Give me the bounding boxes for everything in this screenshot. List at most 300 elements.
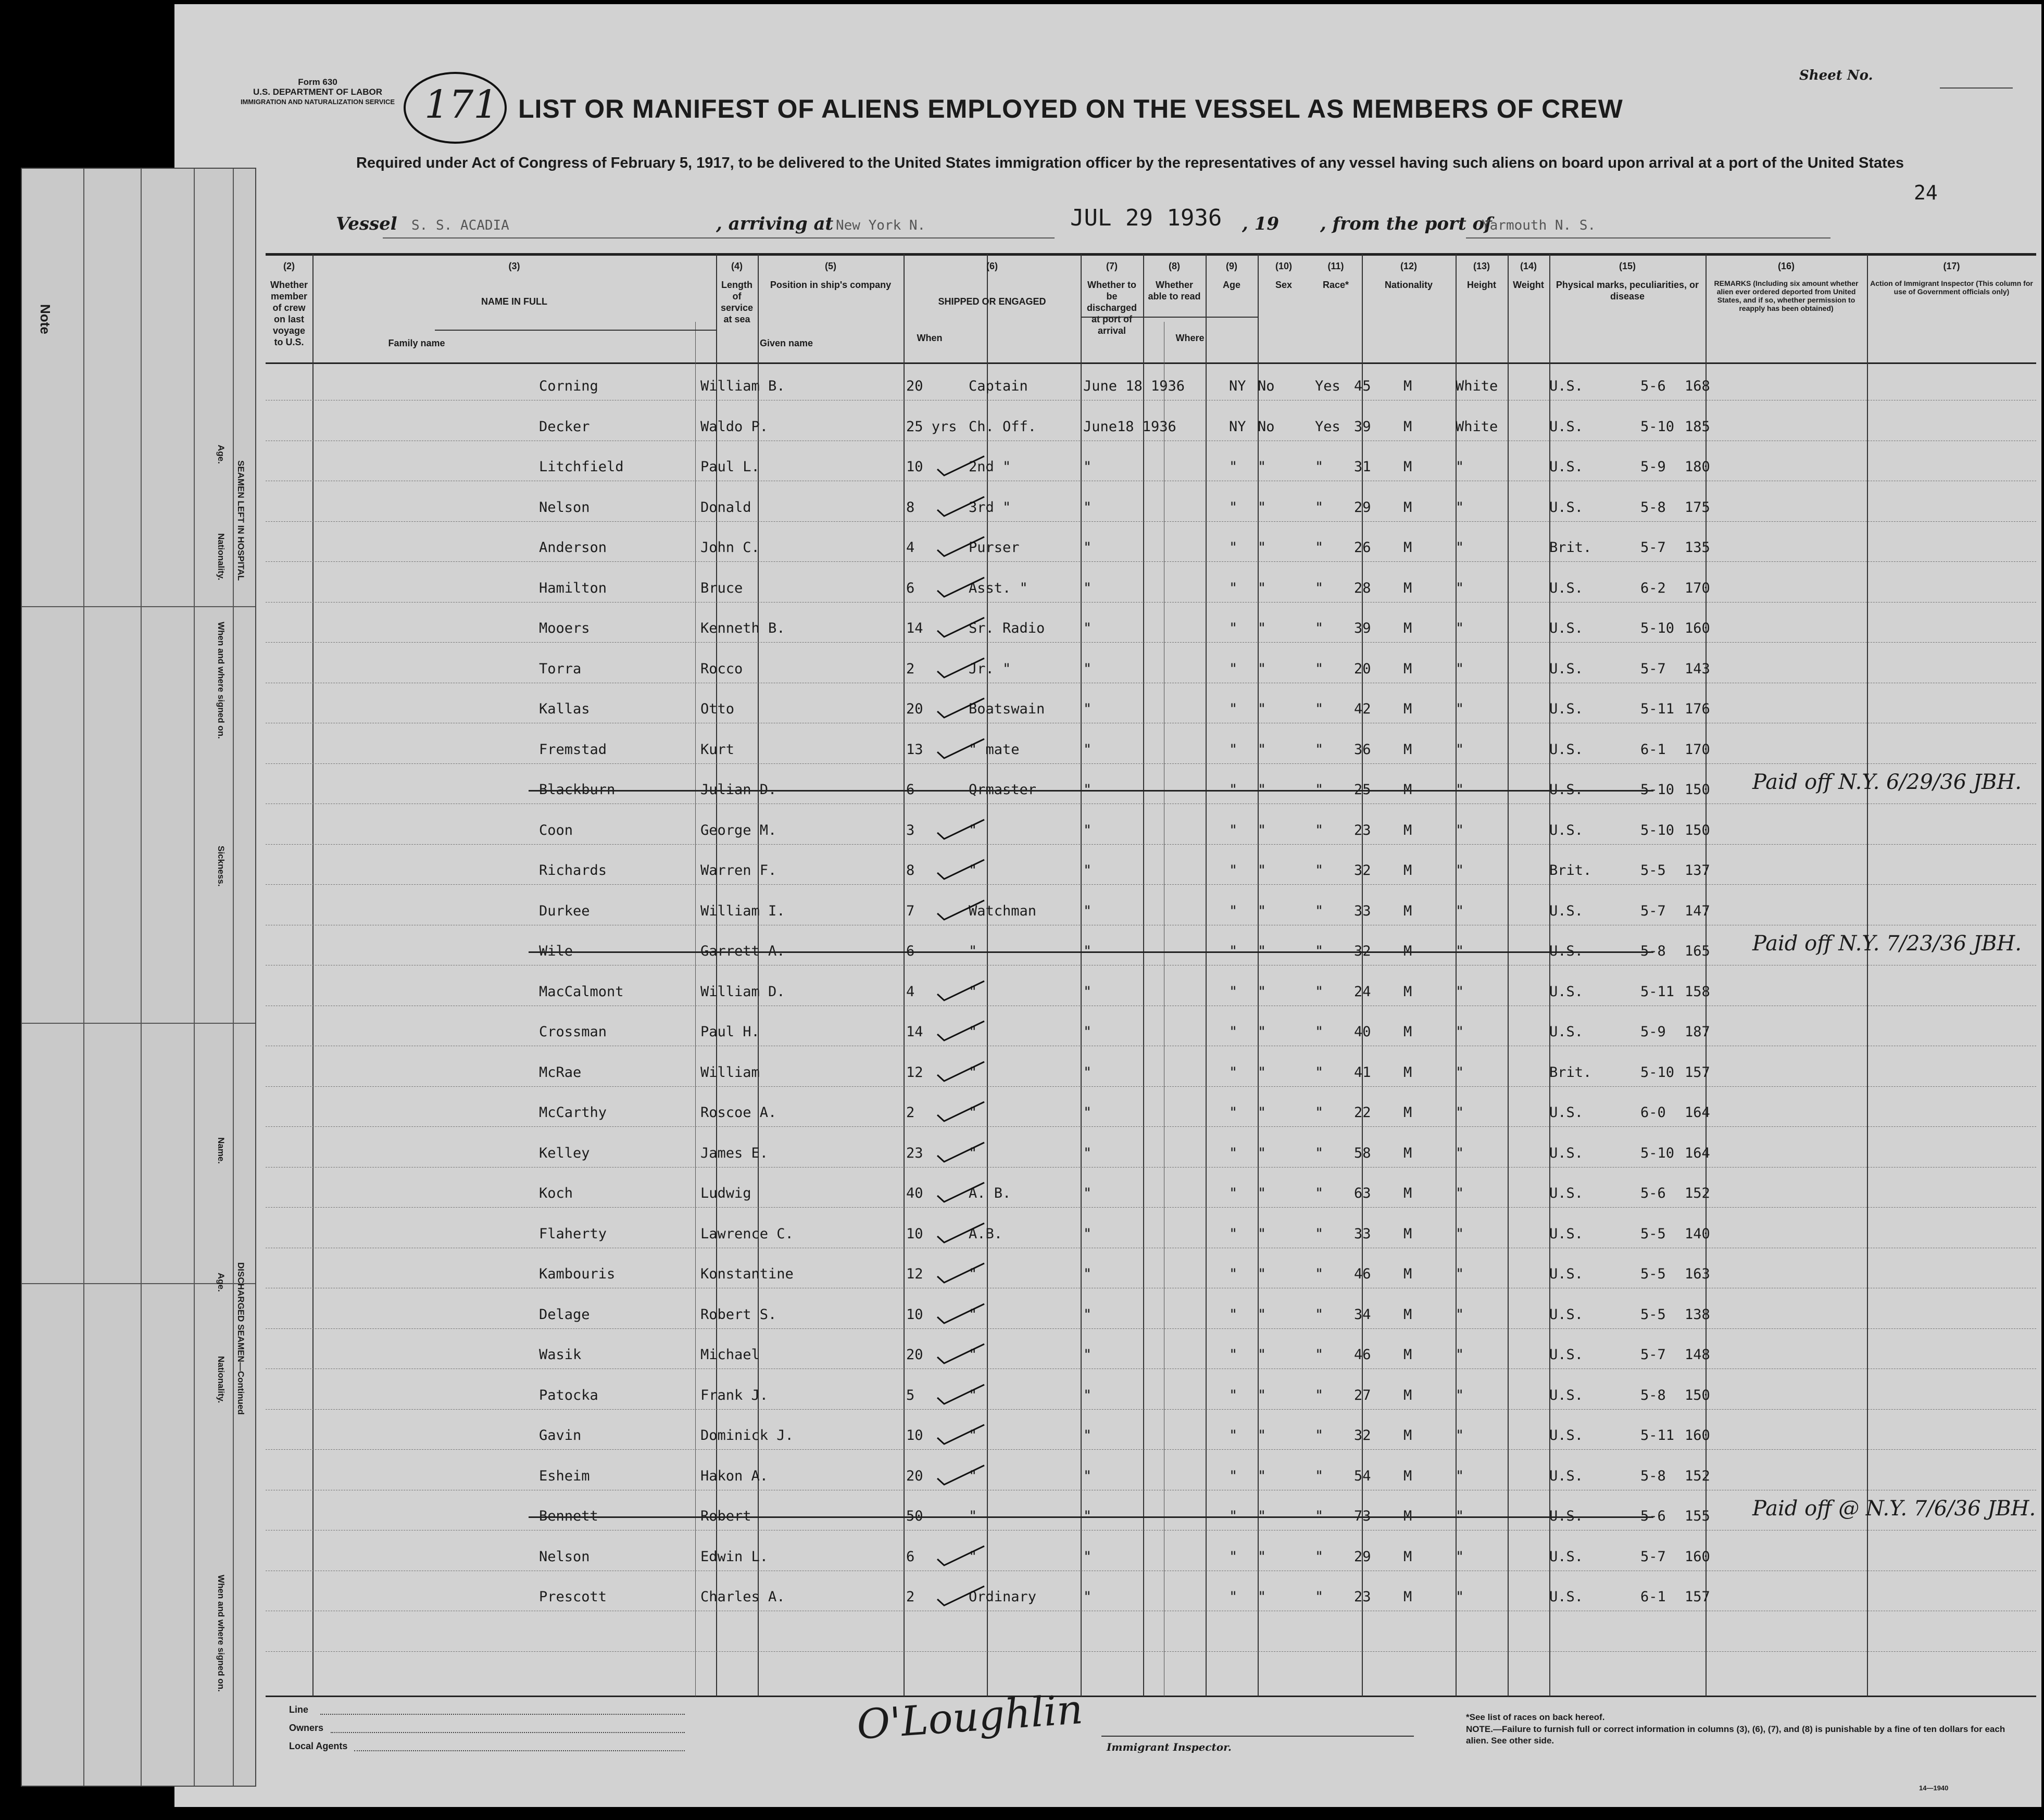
row-weight: 150 (1685, 1387, 1710, 1403)
from-label: , from the port of (1320, 214, 1492, 234)
row-weight: 150 (1685, 782, 1710, 798)
row-nat: U.S. (1549, 378, 1584, 394)
row-family: Corning (539, 378, 598, 394)
row-age: 32 (1354, 1427, 1371, 1444)
row-read: " (1315, 782, 1324, 798)
flap-rule-1 (83, 169, 84, 1786)
row-sex: M (1403, 1427, 1412, 1444)
row-nat: U.S. (1549, 1145, 1584, 1161)
row-family: Gavin (539, 1427, 582, 1444)
strikethrough-line (529, 790, 1653, 792)
row-position: 2nd " (969, 459, 1011, 475)
table-header-rule (266, 362, 2036, 364)
row-given: Robert S. (700, 1306, 777, 1323)
row-when: " (1083, 660, 1092, 677)
row-height: 5-7 (1640, 539, 1666, 556)
row-sex: M (1403, 459, 1412, 475)
row-service: 2 (906, 1104, 915, 1121)
row-service: 13 (906, 741, 923, 758)
row-service: 14 (906, 1024, 923, 1040)
from-line (1466, 237, 1830, 239)
row-family: Crossman (539, 1024, 607, 1040)
family-name-subhead: Family name (388, 338, 445, 348)
check-mark (935, 978, 987, 1005)
row-height: 6-2 (1640, 580, 1666, 596)
row-race: " (1456, 782, 1464, 798)
row-service: 7 (906, 902, 915, 919)
row-weight: 164 (1685, 1104, 1710, 1121)
row-family: Torra (539, 660, 582, 677)
check-mark-stroke (937, 739, 984, 758)
row-read: " (1315, 741, 1324, 758)
flap-hrule-2 (22, 1023, 255, 1024)
row-where: " (1229, 499, 1238, 516)
flap-section-hospital: SEAMEN LEFT IN HOSPITAL (236, 460, 246, 581)
row-discharged: " (1258, 1185, 1266, 1201)
row-nat: U.S. (1549, 580, 1584, 596)
penalty-note: NOTE.—Failure to furnish full or correct information in columns (3), (6), (7), and (8) is punishable by a fine of ten dollars for each alien. See other side. (1466, 1724, 2005, 1746)
table-top-rule (266, 253, 2036, 256)
check-mark (935, 1422, 987, 1448)
check-mark-stroke (937, 1304, 984, 1323)
row-when: " (1083, 983, 1092, 1000)
flap-label-signed-2: When and where signed on. (216, 1575, 226, 1692)
when-subhead: When (917, 333, 943, 343)
check-mark (935, 454, 987, 480)
row-age: 36 (1354, 741, 1371, 758)
column-label: Physical marks, peculiarities, or disease (1556, 280, 1699, 302)
arriving-value: New York N. (836, 218, 926, 233)
row-height: 5-8 (1640, 499, 1666, 516)
row-sex: M (1403, 539, 1412, 556)
row-discharged: " (1258, 1104, 1266, 1121)
row-where: " (1229, 1387, 1238, 1403)
check-mark-stroke (937, 497, 984, 516)
department: U.S. DEPARTMENT OF LABOR (253, 87, 383, 97)
row-where: " (1229, 620, 1238, 636)
row-nat: U.S. (1549, 701, 1584, 717)
row-height: 5-10 (1640, 1064, 1675, 1081)
row-weight: 160 (1685, 1548, 1710, 1565)
row-where: " (1229, 1548, 1238, 1565)
row-position: Watchman (969, 902, 1037, 919)
column-number: (9) (1226, 261, 1237, 271)
row-race: " (1456, 580, 1464, 596)
row-where: " (1229, 1225, 1238, 1242)
row-read: " (1315, 660, 1324, 677)
check-mark-stroke (937, 1385, 984, 1404)
row-given: Robert (700, 1508, 751, 1524)
column-number: (11) (1327, 261, 1344, 271)
check-mark (935, 1221, 987, 1247)
row-age: 29 (1354, 1548, 1371, 1565)
row-position: Jr. " (969, 660, 1011, 677)
row-read: " (1315, 862, 1324, 878)
flap-rule-3 (194, 169, 195, 1786)
row-where: " (1229, 862, 1238, 878)
row-when: " (1083, 620, 1092, 636)
strikethrough-line (529, 951, 1653, 953)
row-where: NY (1229, 418, 1246, 435)
row-where: " (1229, 1104, 1238, 1121)
row-remark: Paid off @ N.Y. 7/6/36 JBH. (1752, 1497, 2036, 1521)
table-row (174, 1266, 2041, 1307)
row-weight: 138 (1685, 1306, 1710, 1323)
row-discharged: " (1258, 741, 1266, 758)
row-sex: M (1403, 943, 1412, 959)
row-sex: M (1403, 741, 1412, 758)
row-service: 20 (906, 1347, 923, 1363)
column-number: (17) (1943, 261, 1960, 271)
row-height: 5-10 (1640, 1145, 1675, 1161)
row-height: 5-5 (1640, 1225, 1666, 1242)
row-height: 5-7 (1640, 660, 1666, 677)
check-mark (935, 1019, 987, 1045)
row-given: William B. (700, 378, 785, 394)
row-discharged: " (1258, 1589, 1266, 1605)
row-given: George M. (700, 822, 777, 838)
row-when: " (1083, 1024, 1092, 1040)
column-label: Age (1222, 280, 1240, 290)
row-family: MacCalmont (539, 983, 624, 1000)
row-weight: 140 (1685, 1225, 1710, 1242)
row-when: " (1083, 1548, 1092, 1565)
row-read: " (1315, 1145, 1324, 1161)
row-height: 5-6 (1640, 1185, 1666, 1201)
row-position: " (969, 1387, 977, 1403)
column-label: Weight (1513, 280, 1544, 290)
row-given: Rocco (700, 660, 743, 677)
row-where: " (1229, 580, 1238, 596)
row-height: 5-9 (1640, 459, 1666, 475)
row-where: " (1229, 1185, 1238, 1201)
row-given: Roscoe A. (700, 1104, 777, 1121)
row-position: " (969, 983, 977, 1000)
row-height: 5-6 (1640, 378, 1666, 394)
row-service: 6 (906, 782, 915, 798)
agents-rule (354, 1750, 685, 1751)
row-when: " (1083, 580, 1092, 596)
row-age: 46 (1354, 1266, 1371, 1282)
vessel-value: S. S. ACADIA (411, 218, 509, 233)
row-race: " (1456, 1467, 1464, 1484)
check-mark-stroke (937, 618, 984, 637)
check-mark (935, 1140, 987, 1166)
row-race: " (1456, 1266, 1464, 1282)
row-discharged: No (1258, 378, 1275, 394)
row-position: 3rd " (969, 499, 1011, 516)
row-read: Yes (1315, 418, 1340, 435)
table-row (174, 1387, 2041, 1428)
row-read: " (1315, 539, 1324, 556)
row-given: Konstantine (700, 1266, 794, 1282)
check-mark-stroke (937, 698, 984, 718)
row-age: 54 (1354, 1467, 1371, 1484)
row-age: 24 (1354, 983, 1371, 1000)
row-family: Flaherty (539, 1225, 607, 1242)
check-mark-stroke (937, 1021, 984, 1040)
row-family: McCarthy (539, 1104, 607, 1121)
row-weight: 185 (1685, 418, 1710, 435)
row-where: " (1229, 1347, 1238, 1363)
column-number: (14) (1520, 261, 1537, 271)
column-number: (10) (1275, 261, 1292, 271)
row-position: Sr. Radio (969, 620, 1045, 636)
row-where: " (1229, 741, 1238, 758)
name-header-rule (435, 330, 716, 331)
row-when: " (1083, 1387, 1092, 1403)
row-height: 5-7 (1640, 1347, 1666, 1363)
row-height: 5-10 (1640, 822, 1675, 838)
vessel-label: Vessel (336, 214, 397, 234)
check-mark (935, 1584, 987, 1610)
row-service: 40 (906, 1185, 923, 1201)
row-discharged: " (1258, 660, 1266, 677)
row-position: Boatswain (969, 701, 1045, 717)
row-age: 28 (1354, 580, 1371, 596)
flap-section-discharged: DISCHARGED SEAMEN—Continued (236, 1262, 246, 1415)
row-race: " (1456, 660, 1464, 677)
row-where: " (1229, 660, 1238, 677)
row-age: 39 (1354, 620, 1371, 636)
row-height: 5-10 (1640, 620, 1675, 636)
row-position: " (969, 1306, 977, 1323)
table-row (174, 1497, 2041, 1549)
row-age: 63 (1354, 1185, 1371, 1201)
line-label: Line (289, 1704, 309, 1715)
row-position: " (969, 1467, 977, 1484)
signature-line (1101, 1736, 1414, 1737)
row-nat: U.S. (1549, 943, 1584, 959)
form-number: Form 630 (298, 77, 337, 87)
row-read: " (1315, 1104, 1324, 1121)
check-mark (935, 1341, 987, 1367)
check-mark-stroke (937, 1425, 984, 1444)
row-weight: 157 (1685, 1589, 1710, 1605)
row-where: " (1229, 822, 1238, 838)
row-family: Prescott (539, 1589, 607, 1605)
row-height: 5-11 (1640, 1427, 1675, 1444)
row-read: " (1315, 822, 1324, 838)
row-race: " (1456, 1387, 1464, 1403)
row-given: William I. (700, 902, 785, 919)
check-mark (935, 857, 987, 883)
row-when: June 18 1936 (1083, 378, 1185, 394)
row-given: Charles A. (700, 1589, 785, 1605)
row-family: Nelson (539, 499, 590, 516)
table-row (174, 1226, 2041, 1266)
row-family: Delage (539, 1306, 590, 1323)
row-sex: M (1403, 418, 1412, 435)
row-family: McRae (539, 1064, 582, 1081)
row-race: " (1456, 1589, 1464, 1605)
row-position: " (969, 943, 977, 959)
row-discharged: " (1258, 1024, 1266, 1040)
row-nat: U.S. (1549, 1347, 1584, 1363)
row-service: 8 (906, 499, 915, 516)
row-race: " (1456, 1064, 1464, 1081)
row-service: 14 (906, 620, 923, 636)
row-weight: 176 (1685, 701, 1710, 717)
row-weight: 160 (1685, 620, 1710, 636)
row-read: " (1315, 580, 1324, 596)
row-height: 5-8 (1640, 1467, 1666, 1484)
row-family: Kelley (539, 1145, 590, 1161)
row-race: White (1456, 378, 1498, 394)
row-weight: 170 (1685, 580, 1710, 596)
row-given: William (700, 1064, 760, 1081)
sheet-line (1940, 87, 2013, 89)
form-code: 14—1940 (1919, 1784, 1949, 1792)
shipped-header-rule (1081, 317, 1258, 318)
table-row (174, 862, 2041, 903)
table-row (174, 1145, 2041, 1186)
arriving-label: , arriving at (716, 214, 834, 234)
row-service: 20 (906, 701, 923, 717)
check-mark-stroke (937, 1586, 984, 1605)
flap-label-signed: When and where signed on. (216, 622, 226, 739)
row-when: " (1083, 943, 1092, 959)
column-label: REMARKS (Including six amount whether alien ever ordered deported from United States, and if so, whether permission to reapply has been obtained) (1714, 279, 1859, 312)
row-race: " (1456, 1225, 1464, 1242)
row-discharged: " (1258, 943, 1266, 959)
row-given: Michael (700, 1347, 760, 1363)
row-discharged: " (1258, 499, 1266, 516)
row-age: 26 (1354, 539, 1371, 556)
row-family: Mooers (539, 620, 590, 636)
row-discharged: " (1258, 1508, 1266, 1524)
row-given: Edwin L. (700, 1548, 769, 1565)
row-age: 23 (1354, 822, 1371, 838)
flap-label-age-2: Age. (216, 1273, 226, 1292)
row-family: Richards (539, 862, 607, 878)
row-discharged: " (1258, 1266, 1266, 1282)
flap-hrule-1 (22, 606, 255, 607)
row-discharged: " (1258, 580, 1266, 596)
row-sex: M (1403, 983, 1412, 1000)
row-family: Kallas (539, 701, 590, 717)
row-rule (266, 1651, 2036, 1652)
row-family: Decker (539, 418, 590, 435)
row-service: 12 (906, 1266, 923, 1282)
row-when: " (1083, 539, 1092, 556)
row-when: " (1083, 1104, 1092, 1121)
row-nat: U.S. (1549, 1306, 1584, 1323)
row-discharged: " (1258, 1387, 1266, 1403)
page-title: LIST OR MANIFEST OF ALIENS EMPLOYED ON THE VESSEL AS MEMBERS OF CREW (518, 94, 1623, 123)
row-where: " (1229, 902, 1238, 919)
row-given: Hakon A. (700, 1467, 769, 1484)
row-weight: 135 (1685, 539, 1710, 556)
column-label: Nationality (1384, 280, 1433, 290)
row-read: " (1315, 1266, 1324, 1282)
row-nat: Brit. (1549, 862, 1592, 878)
row-remark: Paid off N.Y. 7/23/36 JBH. (1752, 932, 2022, 956)
row-sex: M (1403, 1467, 1412, 1484)
row-given: Kurt (700, 741, 735, 758)
row-sex: M (1403, 660, 1412, 677)
row-family: Wasik (539, 1347, 582, 1363)
row-weight: 164 (1685, 1145, 1710, 1161)
row-where: " (1229, 1467, 1238, 1484)
row-when: " (1083, 1266, 1092, 1282)
row-when: " (1083, 1064, 1092, 1081)
row-sex: M (1403, 1589, 1412, 1605)
row-position: A.B. (969, 1225, 1003, 1242)
row-race: White (1456, 418, 1498, 435)
row-discharged: " (1258, 1548, 1266, 1565)
row-discharged: " (1258, 701, 1266, 717)
row-position: Purser (969, 539, 1020, 556)
row-where: NY (1229, 378, 1246, 394)
row-race: " (1456, 459, 1464, 475)
row-when: " (1083, 782, 1092, 798)
row-when: " (1083, 701, 1092, 717)
row-height: 5-5 (1640, 862, 1666, 878)
row-sex: M (1403, 580, 1412, 596)
row-race: " (1456, 1306, 1464, 1323)
row-race: " (1456, 1548, 1464, 1565)
check-mark-stroke (937, 1102, 984, 1121)
row-age: 46 (1354, 1347, 1371, 1363)
row-read: " (1315, 1548, 1324, 1565)
row-height: 5-5 (1640, 1266, 1666, 1282)
flap-title: Note (37, 304, 53, 334)
vessel-line (383, 237, 904, 239)
row-age: 33 (1354, 1225, 1371, 1242)
row-nat: U.S. (1549, 499, 1584, 516)
row-age: 40 (1354, 1024, 1371, 1040)
check-mark (935, 817, 987, 843)
row-race: " (1456, 701, 1464, 717)
table-row (174, 1064, 2041, 1105)
row-position: " (969, 1024, 977, 1040)
row-where: " (1229, 1024, 1238, 1040)
row-discharged: " (1258, 782, 1266, 798)
manifest-document (174, 4, 2041, 1807)
year-label: , 19 (1242, 214, 1279, 234)
table-row (174, 1104, 2041, 1145)
check-mark-stroke (937, 1465, 984, 1485)
row-when: June18 1936 (1083, 418, 1176, 435)
row-weight: 155 (1685, 1508, 1710, 1524)
row-given: Dominick J. (700, 1427, 794, 1444)
check-mark (935, 615, 987, 641)
row-weight: 165 (1685, 943, 1710, 959)
check-mark (935, 736, 987, 762)
row-where: " (1229, 1064, 1238, 1081)
row-age: 45 (1354, 378, 1371, 394)
row-position: " (969, 822, 977, 838)
row-read: " (1315, 1387, 1324, 1403)
row-height: 5-11 (1640, 983, 1675, 1000)
row-nat: U.S. (1549, 660, 1584, 677)
row-where: " (1229, 1266, 1238, 1282)
row-read: " (1315, 459, 1324, 475)
row-given: Ludwig (700, 1185, 751, 1201)
check-mark-stroke (937, 1183, 984, 1202)
row-read: " (1315, 499, 1324, 516)
row-when: " (1083, 862, 1092, 878)
row-when: " (1083, 1306, 1092, 1323)
row-sex: M (1403, 1185, 1412, 1201)
row-discharged: " (1258, 1427, 1266, 1444)
row-height: 5-10 (1640, 782, 1675, 798)
row-discharged: No (1258, 418, 1275, 435)
row-service: 10 (906, 459, 923, 475)
row-service: 8 (906, 862, 915, 878)
row-discharged: " (1258, 1347, 1266, 1363)
